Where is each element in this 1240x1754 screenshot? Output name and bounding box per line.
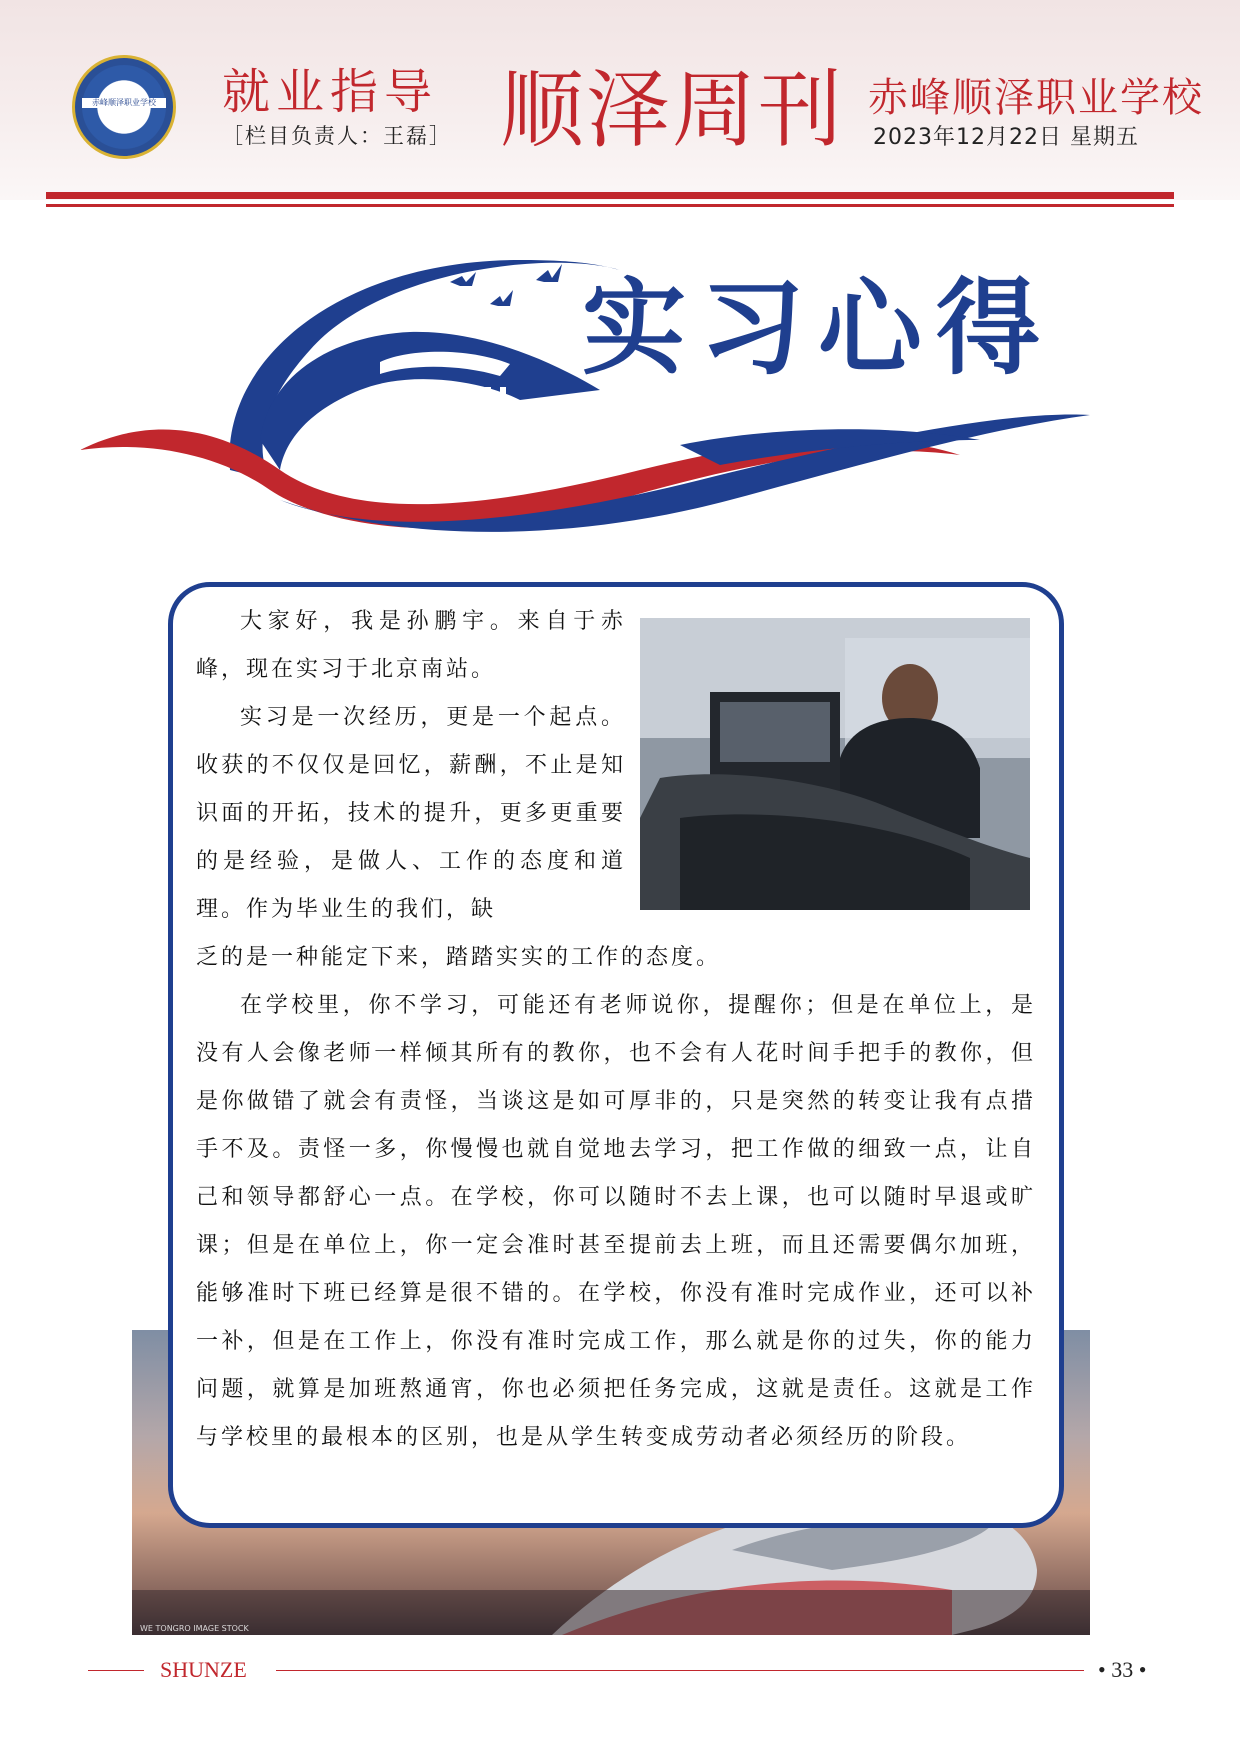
issue-date: 2023年12月22日 星期五 xyxy=(873,125,1139,150)
page-number: • 33 • xyxy=(1098,1657,1147,1682)
column-name: 就业指导 xyxy=(222,64,439,120)
school-name: 赤峰顺泽职业学校 xyxy=(868,75,1204,121)
article-paragraph-intro: 大家好，我是孙鹏宇。来自于赤峰，现在实习于北京南站。 xyxy=(196,609,626,682)
header-rule-thin xyxy=(46,204,1174,207)
header-rule-thick xyxy=(46,192,1174,199)
article-paragraph-internship xyxy=(196,694,626,934)
footer-brand: SHUNZE xyxy=(160,1657,247,1682)
intern-photo xyxy=(640,618,1030,910)
article-paragraph-school-vs-work: 在学校里，你不学习，可能还有老师说你，提醒你；但是在单位上，是没有人会像老师一样倾其所有的教你，也不会有人花时间手把手的教你，但是你做错了就会有责怪，当谈这是如可厚非的，只是突然的转变让我有点措手不及。责怪一多，你慢慢也就自觉地去学习，把工作做的细致一点，让自己和领导都舒心一点。在学校，你可以随时不去上课，也可以随时早退或旷课；但是在单位上，你一定会准时甚至提前去上班，而且还需要偶尔加班，能够准时下班已经算是很不错的。在学校，你没有准时完成作业，还可以补一补，但是在工作上，你没有准时完成工作，那么就是你的过失，你的能力问题，就算是加班熬通宵，你也必须把任务完成，这就是责任。这就是工作与学校里的最根本的区别，也是从学生转变成劳动者必须经历的阶段。 xyxy=(196,993,1036,1450)
article-paragraph-internship-text: 实习是一次经历，更是一个起点。收获的不仅仅是回忆，薪酬，不止是知识面的开拓，技术的提升，更多更重要的是经验，是做人、工作的态度和道理。作为毕业生的我们，缺 xyxy=(196,705,626,922)
banner-title: 实习心得 xyxy=(582,267,1055,389)
article-paragraph-internship-continued: 乏的是一种能定下来，踏踏实实的工作的态度。 xyxy=(196,945,722,970)
intern-at-workstation-illustration xyxy=(640,618,1030,910)
logo-text: 赤峰顺泽职业学校 xyxy=(82,98,166,108)
footer-rule-right xyxy=(276,1670,1084,1671)
column-editor: ［栏目负责人：王磊］ xyxy=(222,124,452,148)
train-window-stripes xyxy=(410,387,506,401)
image-watermark: WE TONGRO IMAGE STOCK xyxy=(140,1624,249,1633)
magazine-title: 顺泽周刊 xyxy=(500,61,845,159)
footer-rule-left xyxy=(88,1670,144,1671)
